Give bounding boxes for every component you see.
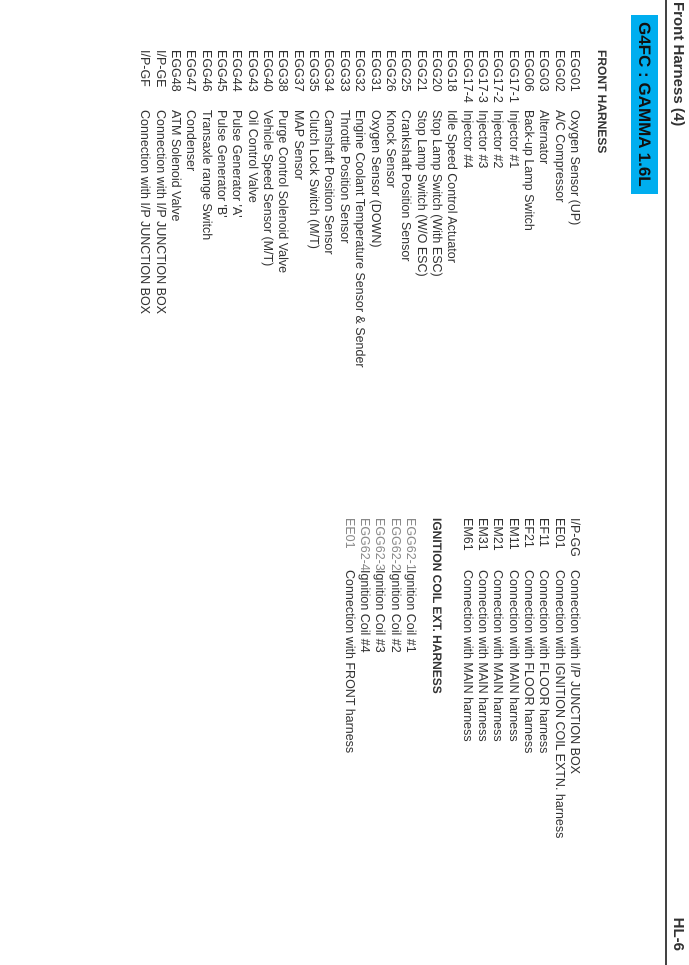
- connector-description: Engine Coolant Temperature Sensor & Sender: [353, 110, 368, 368]
- list-item: [551, 518, 566, 878]
- connector-code: EGG37: [291, 50, 306, 92]
- connector-description: Back-up Lamp Switch: [521, 110, 536, 231]
- ignition-harness-list: [341, 518, 418, 878]
- list-item: [321, 50, 336, 470]
- connector-code: EGG21: [414, 50, 429, 92]
- connector-code: I/P-GE: [153, 50, 168, 88]
- list-item: [413, 50, 428, 470]
- connector-description: Pulse Generator 'B': [215, 110, 230, 218]
- connector-code: EGG31: [368, 50, 383, 92]
- list-item: [290, 50, 305, 470]
- connector-description: Ignition Coil #4: [357, 570, 372, 653]
- connector-code: EGG45: [215, 50, 230, 92]
- list-item: [567, 50, 582, 470]
- list-item: [490, 518, 505, 878]
- connector-code: EM31: [475, 518, 490, 551]
- page-title: Front Harness (4): [670, 2, 687, 127]
- list-item: [137, 50, 152, 470]
- connector-code: EGG17-1: [506, 50, 521, 103]
- list-item: [214, 50, 229, 470]
- list-item: [275, 50, 290, 470]
- connector-description: ATM Solenoid Valve: [169, 110, 184, 222]
- header-divider: [665, 0, 667, 965]
- connector-description: Connection with I/P JUNCTION BOX: [568, 570, 582, 775]
- list-item: [403, 518, 418, 878]
- connector-description: Vehicle Speed Sensor (M/T): [261, 110, 276, 267]
- list-item: [306, 50, 321, 470]
- list-item: [475, 50, 490, 470]
- connector-description: Crankshaft Position Sensor: [399, 110, 414, 262]
- connector-code: EGG43: [245, 50, 260, 92]
- connector-code: EGG06: [521, 50, 536, 92]
- connector-code: EM11: [506, 518, 521, 550]
- connector-description: Connection with MAIN harness: [506, 570, 521, 742]
- connector-code: EGG34: [322, 50, 337, 92]
- connector-code: EGG33: [337, 50, 352, 92]
- connector-description: Connection with MAIN harness: [491, 570, 506, 742]
- list-item: [536, 518, 551, 878]
- front-harness-list: [137, 50, 582, 470]
- connector-code: EGG32: [353, 50, 368, 92]
- connector-code: EM61: [460, 518, 475, 551]
- connector-description: Stop Lamp Switch (W/O ESC): [414, 110, 429, 277]
- list-item: [398, 50, 413, 470]
- list-item: [168, 50, 183, 470]
- connector-code: EGG26: [383, 50, 398, 92]
- connector-description: Stop Lamp Switch (With ESC): [429, 110, 444, 277]
- front-harness-title: FRONT HARNESS: [595, 50, 609, 154]
- list-item: [490, 50, 505, 470]
- connector-description: Connection with MAIN harness: [460, 570, 475, 742]
- connector-description: Connection with MAIN harness: [475, 570, 490, 742]
- connector-code: EGG20: [429, 50, 444, 92]
- connector-description: Ignition Coil #3: [373, 570, 388, 653]
- connector-code: EGG40: [261, 50, 276, 92]
- connector-code: EM21: [491, 518, 506, 551]
- list-item: [383, 50, 398, 470]
- connector-code: EGG25: [399, 50, 414, 92]
- connector-description: Connection with I/P JUNCTION BOX: [138, 110, 153, 315]
- connector-description: Injector #2: [491, 110, 506, 169]
- list-item: [341, 518, 356, 878]
- list-item: [229, 50, 244, 470]
- connector-code: EGG62-3: [373, 518, 388, 571]
- list-item: [567, 518, 582, 878]
- connector-description: Connection with IGNITION COIL EXTN. harness: [552, 570, 567, 839]
- connector-code: EE01: [552, 518, 567, 549]
- connector-description: Oxygen Sensor (DOWN): [368, 110, 383, 248]
- connector-description: Ignition Coil #1: [404, 570, 418, 653]
- list-item: [387, 518, 402, 878]
- connector-description: Injector #4: [460, 110, 475, 169]
- ignition-harness-title: IGNITION COIL EXT. HARNESS: [430, 518, 444, 694]
- list-item: [551, 50, 566, 470]
- connector-description: Transaxle range Switch: [199, 110, 214, 241]
- connector-description: Oxygen Sensor (UP): [568, 110, 582, 226]
- list-item: [352, 50, 367, 470]
- connector-code: EGG35: [307, 50, 322, 92]
- connector-code: EGG44: [230, 50, 245, 92]
- connector-code: EGG17-4: [460, 50, 475, 103]
- connector-code: EGG18: [445, 50, 460, 92]
- connector-code: EF11: [537, 518, 552, 547]
- connector-description: Throttle Position Sensor: [337, 110, 352, 244]
- connector-code: I/P-GF: [138, 50, 153, 87]
- connector-description: Connection with FLOOR harness: [521, 570, 536, 754]
- connector-code: EGG62-1: [404, 518, 418, 571]
- connector-code: EE01: [342, 518, 357, 549]
- connector-code: EGG03: [537, 50, 552, 92]
- connector-description: Ignition Coil #2: [388, 570, 403, 653]
- engine-badge: G4FC : GAMMA 1.6L: [631, 15, 658, 194]
- connector-description: Injector #1: [506, 110, 521, 169]
- connector-description: MAP Sensor: [291, 110, 306, 180]
- connector-description: Connection with I/P JUNCTION BOX: [153, 110, 168, 315]
- connector-description: Connection with FRONT harness: [342, 570, 357, 754]
- connector-description: Camshaft Position Sensor: [322, 110, 337, 255]
- connector-code: EF21: [521, 518, 536, 548]
- list-item: [536, 50, 551, 470]
- connector-code: EGG38: [276, 50, 291, 92]
- list-item: [459, 518, 474, 878]
- page-number: HL-6: [670, 917, 687, 951]
- connector-code: EGG62-4: [357, 518, 372, 571]
- connector-code: EGG01: [568, 50, 582, 92]
- connector-code: EGG02: [552, 50, 567, 92]
- connector-description: Knock Sensor: [383, 110, 398, 188]
- list-item: [429, 50, 444, 470]
- list-item: [367, 50, 382, 470]
- connector-code: EGG48: [169, 50, 184, 92]
- connector-description: A/C Compressor: [552, 110, 567, 203]
- connector-code: EGG47: [184, 50, 199, 92]
- connections-list: [459, 518, 582, 878]
- connector-code: EGG62-2: [388, 518, 403, 571]
- list-item: [475, 518, 490, 878]
- list-item: [183, 50, 198, 470]
- connector-code: EGG46: [199, 50, 214, 92]
- list-item: [505, 518, 520, 878]
- list-item: [505, 50, 520, 470]
- list-item: [260, 50, 275, 470]
- list-item: [444, 50, 459, 470]
- connector-description: Alternator: [537, 110, 552, 165]
- list-item: [244, 50, 259, 470]
- list-item: [372, 518, 387, 878]
- list-item: [459, 50, 474, 470]
- list-item: [152, 50, 167, 470]
- connector-description: Oil Control Valve: [245, 110, 260, 203]
- list-item: [521, 50, 536, 470]
- connector-description: Pulse Generator 'A': [230, 110, 245, 218]
- connector-code: EGG17-3: [475, 50, 490, 103]
- list-item: [521, 518, 536, 878]
- connector-code: I/P-GG: [568, 518, 582, 557]
- list-item: [337, 50, 352, 470]
- connector-code: EGG17-2: [491, 50, 506, 103]
- connector-description: Idle Speed Control Actuator: [445, 110, 460, 263]
- connector-description: Clutch Lock Switch (M/T): [307, 110, 322, 249]
- connector-description: Condenser: [184, 110, 199, 172]
- list-item: [357, 518, 372, 878]
- connector-description: Injector #3: [475, 110, 490, 169]
- list-item: [198, 50, 213, 470]
- connector-description: Purge Control Solenoid Valve: [276, 110, 291, 274]
- connector-description: Connection with FLOOR harness: [537, 570, 552, 754]
